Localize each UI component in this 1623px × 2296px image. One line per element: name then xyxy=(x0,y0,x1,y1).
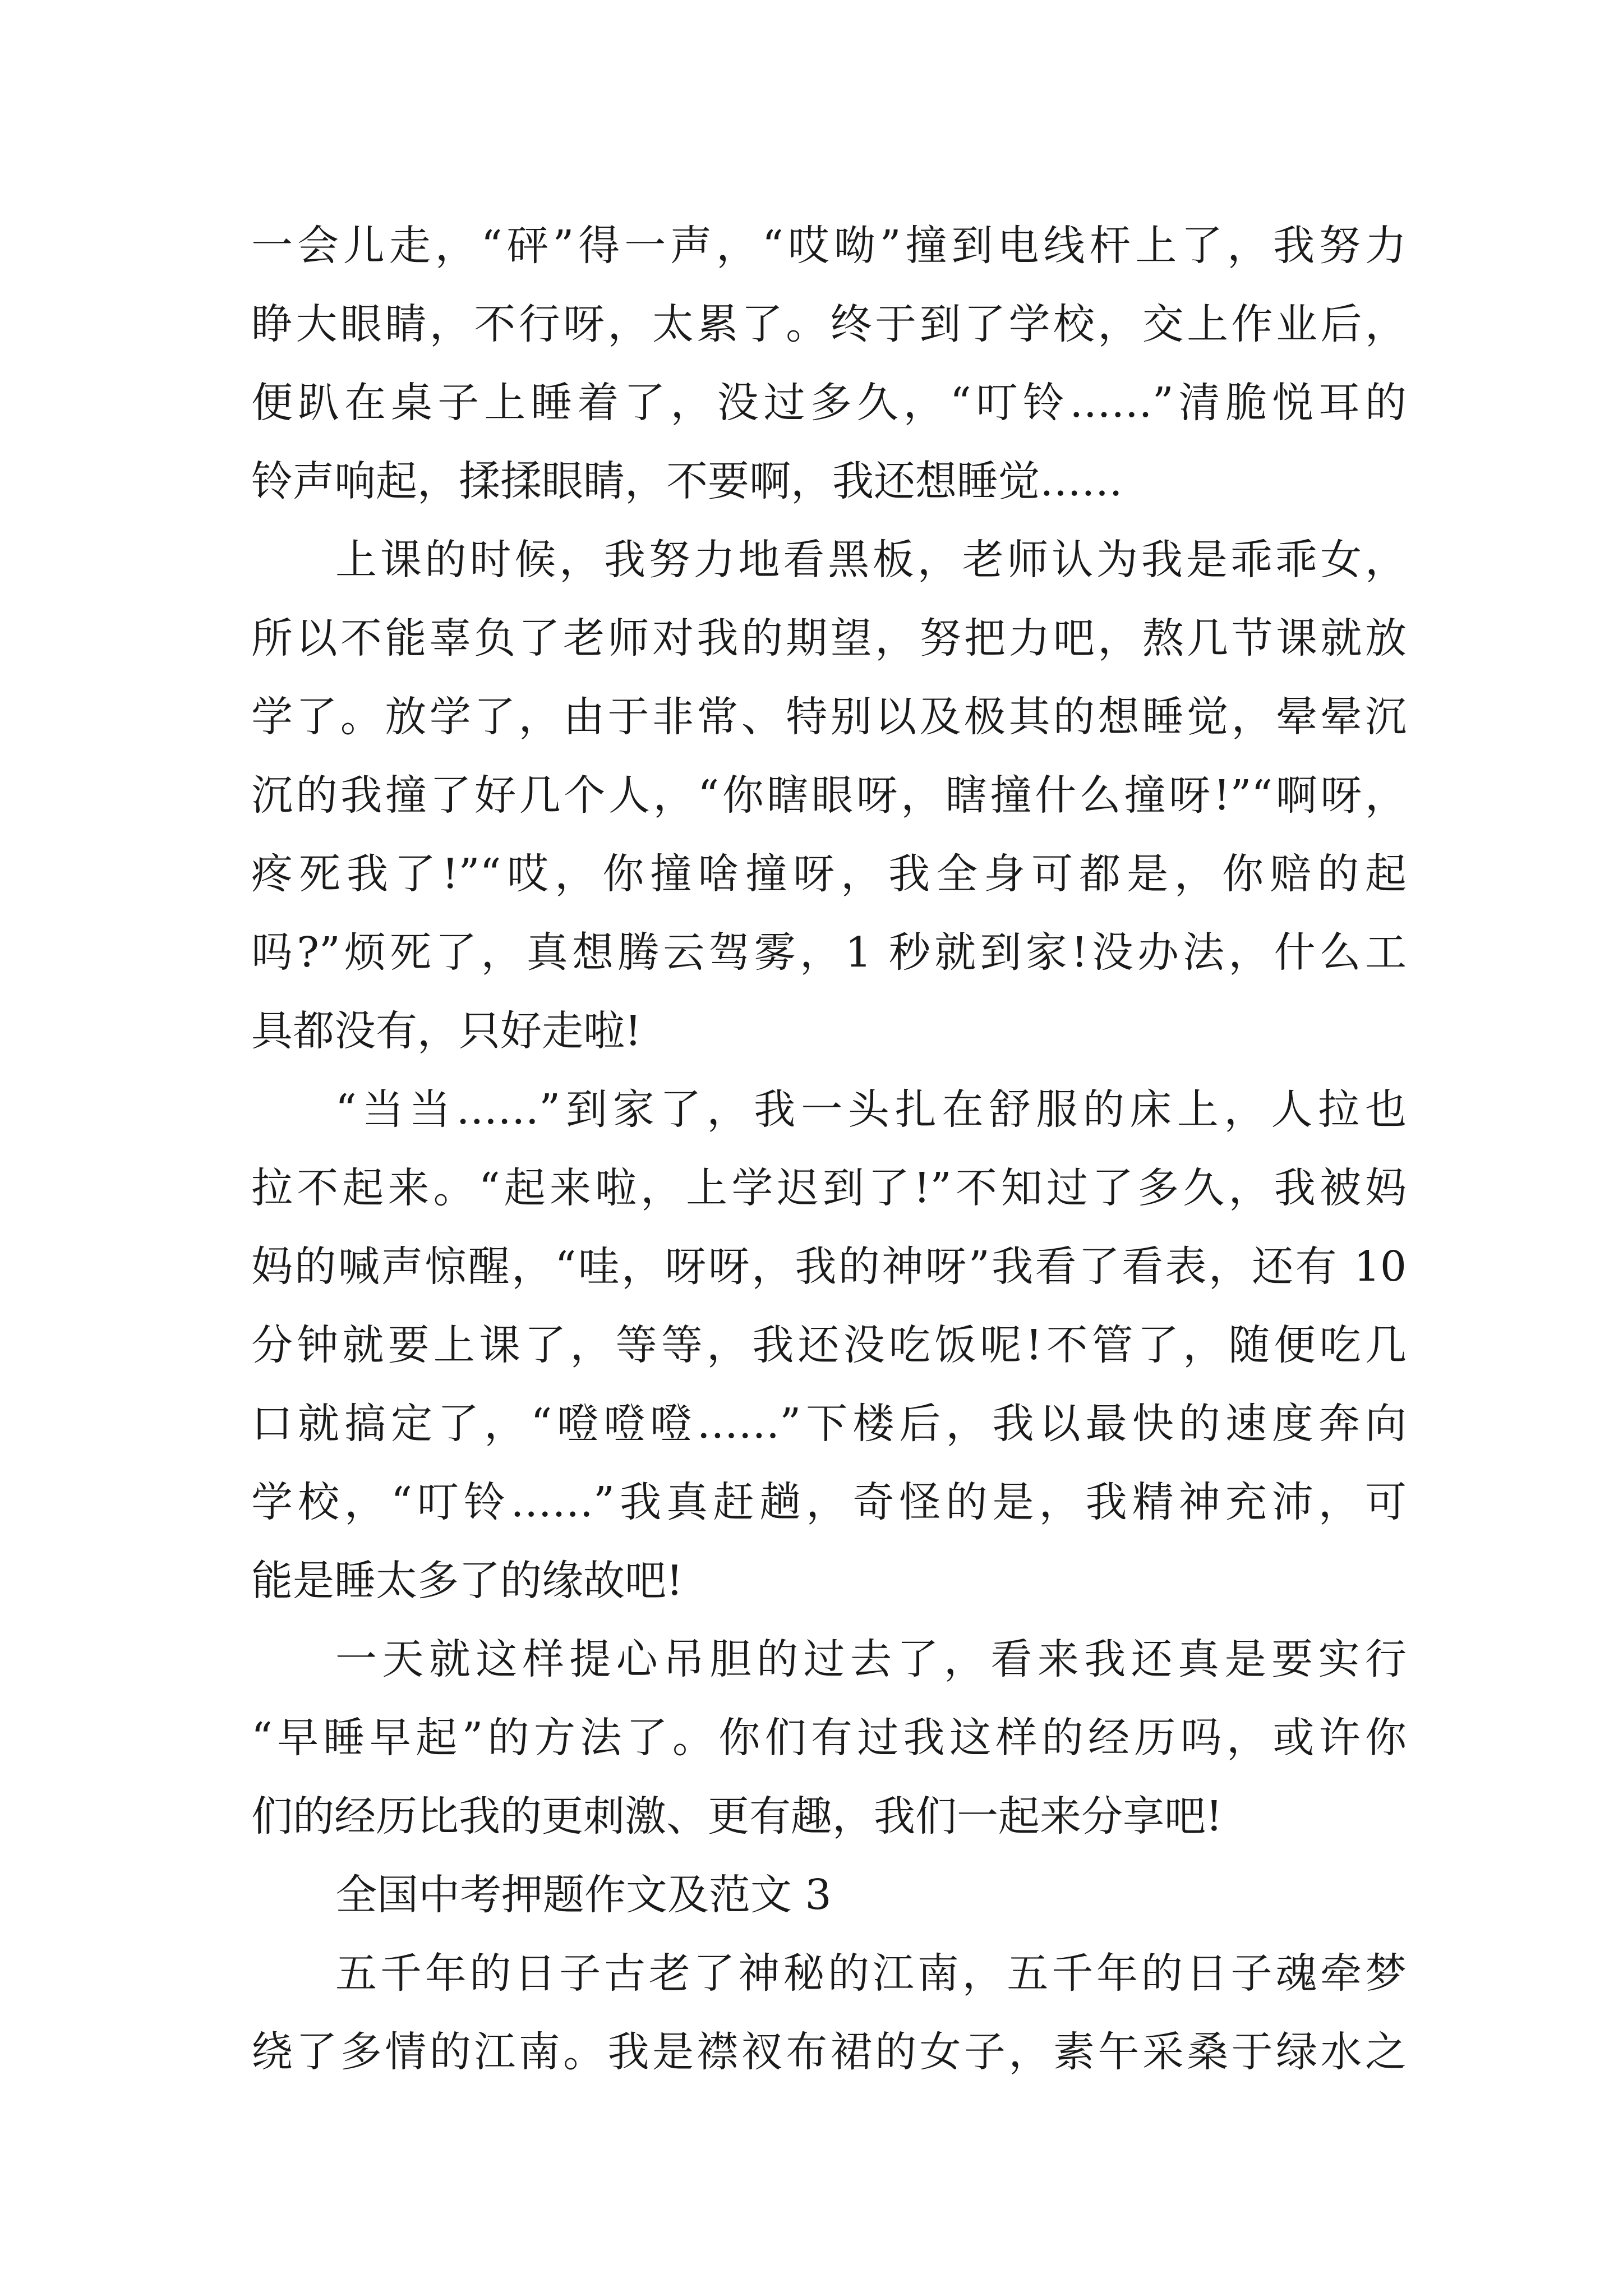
text-line: 一天就这样提心吊胆的过去了，看来我还真是要实行 xyxy=(335,1635,1407,1683)
text-line: 一会儿走，“砰”得一声，“哎呦”撞到电线杆上了，我努力 xyxy=(251,222,1407,270)
text-line: 疼死我了!”“哎，你撞啥撞呀，我全身可都是，你赔的起 xyxy=(251,850,1407,898)
text-line: 妈的喊声惊醒，“哇，呀呀，我的神呀”我看了看表，还有 10 xyxy=(251,1243,1407,1291)
text-line: 学校，“叮铃……”我真赶趟，奇怪的是，我精神充沛，可 xyxy=(251,1478,1407,1526)
text-line: 具都没有，只好走啦! xyxy=(251,1007,642,1055)
text-line: 上课的时候，我努力地看黑板，老师认为我是乖乖女， xyxy=(335,536,1407,584)
text-line: 拉不起来。“起来啦，上学迟到了!”不知过了多久，我被妈 xyxy=(251,1164,1407,1212)
essay-body xyxy=(251,206,1407,2091)
section-heading: 全国中考押题作文及范文 3 xyxy=(335,1871,832,1919)
text-line: 五千年的日子古老了神秘的江南，五千年的日子魂牵梦 xyxy=(335,1949,1407,1998)
text-line: 们的经历比我的更刺激、更有趣，我们一起来分享吧! xyxy=(251,1792,1223,1841)
text-line: “早睡早起”的方法了。你们有过我这样的经历吗，或许你 xyxy=(251,1714,1407,1762)
text-line: 睁大眼睛，不行呀，太累了。终于到了学校，交上作业后， xyxy=(251,300,1407,348)
text-line: 所以不能辜负了老师对我的期望，努把力吧，熬几节课就放 xyxy=(251,614,1407,662)
text-line: 吗?”烦死了，真想腾云驾雾，1 秒就到家!没办法，什么工 xyxy=(251,928,1407,977)
text-line: 能是睡太多了的缘故吧! xyxy=(251,1557,683,1605)
text-line: “当当……”到家了，我一头扎在舒服的床上，人拉也 xyxy=(335,1085,1407,1134)
text-line: 分钟就要上课了，等等，我还没吃饭呢!不管了，随便吃几 xyxy=(251,1321,1407,1369)
text-line: 沉的我撞了好几个人，“你瞎眼呀，瞎撞什么撞呀!”“啊呀， xyxy=(251,771,1407,820)
text-line: 便趴在桌子上睡着了，没过多久，“叮铃……”清脆悦耳的 xyxy=(251,379,1407,427)
text-line: 学了。放学了，由于非常、特别以及极其的想睡觉，晕晕沉 xyxy=(251,693,1407,741)
text-line: 铃声响起，揉揉眼睛，不要啊，我还想睡觉…… xyxy=(251,457,1123,505)
text-line: 口就搞定了，“噔噔噔……”下楼后，我以最快的速度奔向 xyxy=(251,1400,1407,1448)
text-line: 绕了多情的江南。我是襟衩布裙的女子，素午采桑于绿水之 xyxy=(251,2028,1407,2076)
